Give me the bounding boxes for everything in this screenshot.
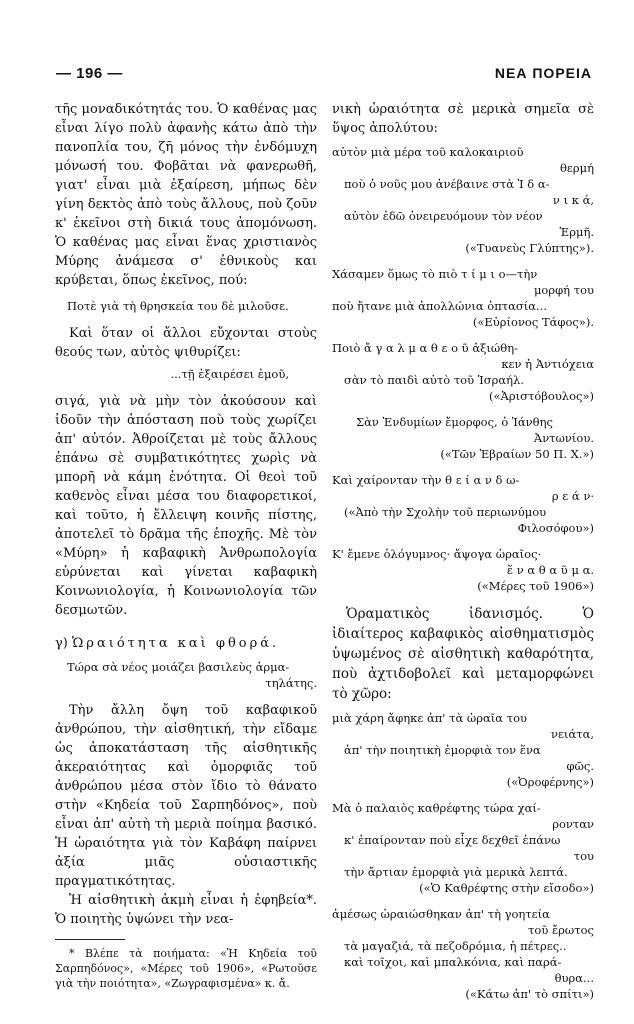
left-column <box>55 100 317 991</box>
verse-quote <box>332 414 594 462</box>
paragraph: Ἡ αἰσθητικὴ ἀκμὴ εἶναι ἡ ἐφηβεία*. Ὁ ποιητὴς ὑψώνει τὴν νεα- <box>55 893 317 927</box>
verse-quote <box>332 340 594 404</box>
verse-line: Μὰ ὁ παλαιὸς καθρέφτης τώρα χαί- <box>332 801 541 815</box>
verse-line: θερμή <box>559 161 594 175</box>
footnote: * Βλέπε τὰ ποιήματα: «Ἡ Κηδεία τοῦ Σαρπηδόνος», «Μέρες τοῦ 1906», «Ρωτοῦσε γιὰ τὴν ποιότητα», «Ζωγραφισμένα» κ. ἄ. <box>55 947 317 990</box>
verse-line: μιὰ χάρη ἄφηκε ἀπ' τὰ ὡραῖα του <box>332 711 527 725</box>
verse-line: Σὰν Ἐνδυμίων ἔμορφος, ὁ Ἰάνθης <box>356 415 553 429</box>
verse-line: τηλάτης. <box>265 676 317 690</box>
verse-line: Ποιὸ ἄ γ α λ μ α θ ε ο ῦ ἀξιώθη- <box>332 341 519 355</box>
verse-line: αὐτὸν ἐδῶ ὀνειρευόμουν τὸν νέον <box>344 209 543 223</box>
verse-line: («Ἀπὸ τὴν Σχολὴν τοῦ περιωνύμου <box>344 505 547 519</box>
verse-line: («Μέρες τοῦ 1906») <box>477 579 594 593</box>
verse-line: («Κάτω ἀπ' τὸ σπίτι») <box>465 987 594 1001</box>
verse-quote <box>332 710 594 790</box>
page-number: — 196 — <box>56 65 123 82</box>
verse-line: τὴν ἄρτιαν ἐμορφιὰ γιὰ μερικὰ λεπτά. <box>344 865 568 879</box>
section-heading <box>55 634 317 653</box>
verse-quote <box>332 906 594 1002</box>
verse-quote: Ποτὲ γιὰ τὴ θρησκεία του δὲ μιλοῦσε. <box>67 299 289 313</box>
verse-line: Κ' ἔμενε ὁλόγυμνος· ἄψογα ὡραῖος· <box>332 547 542 561</box>
verse-line: («Ἀριστόβουλος») <box>489 389 594 403</box>
verse-line: φῶς. <box>566 759 594 773</box>
paragraph: Τὴν ἄλλη ὄψη τοῦ καβαφικοῦ ἀνθρώπου, τὴν αἰσθητική, τὴν εἴδαμε ὡς ἀποκατάσταση τῆς αἰσθητικῆς ἀκεραιότητας καὶ ὁμορφιᾶς τοῦ ἀνθρώπου μέσα στὸν ἴδιο τὸ θάνατο στὴν «Κηδεία τοῦ Σαρπηδόνος», ποὺ εἶναι ἀπ' αὐτὴ τὴ μεριὰ ποίημα βασικό. Ἡ ὡραιότητα γιὰ τὸν Καβάφη παίρνει ἀξία μιᾶς οὐσιαστικῆς πραγματικότητας. <box>55 703 317 889</box>
paragraph: Καὶ ὅταν οἱ ἄλλοι εὔχονται στοὺς θεούς των, αὐτὸς ψιθυρίζει: <box>55 326 317 360</box>
verse-line: καὶ τοῖχοι, καὶ μπαλκόνια, καὶ παρά- <box>344 955 562 969</box>
verse-line: νειάτα, <box>550 727 594 741</box>
quote-group <box>332 144 594 594</box>
verse-quote <box>332 546 594 594</box>
verse-line: Καὶ χαίρονταν τὴν θ ε ί α ν δ ω- <box>332 473 520 487</box>
verse-line: θυρα... <box>554 971 594 985</box>
quote-group <box>332 710 594 1002</box>
verse-line: Ἀντωνίου. <box>533 431 594 445</box>
verse-line: σὰν τὸ παιδὶ αὐτὸ τοῦ Ἰσραήλ. <box>344 373 524 387</box>
verse-line: μορφή του <box>533 283 594 297</box>
paragraph: Ὁραματικὸς ἰδανισμός. Ὁ ἰδιαίτερος καβαφικὸς αἰσθηματισμὸς ὑψωμένος σὲ αἰσθητικὴ καθαρότητα, ποὺ ἀχτιδοβολεῖ καὶ μεταμορφώνει τὸ χῶρο: <box>332 606 594 702</box>
right-column <box>332 100 594 1012</box>
verse-line: ἕ ν α θ α ῦ μ α. <box>506 563 594 577</box>
verse-line: Χάσαμεν ὅμως τὸ πιὸ τ ί μ ι ο—τὴν <box>332 267 538 281</box>
section-label: γ) <box>55 636 68 651</box>
verse-line: Φιλοσόφου») <box>517 521 594 535</box>
verse-line: του <box>573 849 594 863</box>
verse-line: τοῦ ἔρωτος <box>528 923 594 937</box>
verse-quote <box>332 800 594 896</box>
verse-line: ποὺ ὁ νοῦς μου ἀνέβαινε στὰ Ἰ δ α- <box>344 177 550 191</box>
verse-line: ἀμέσως ὡραιώσθηκαν ἀπ' τὴ γοητεία <box>332 907 550 921</box>
verse-line: ποὺ ἤτανε μιὰ ἀπολλώνια ὀπτασία... <box>332 299 547 313</box>
verse-line: κ' ἐπαίρονταν ποὺ εἶχε δεχθεῖ ἐπάνω <box>344 833 561 847</box>
verse-line: («Ὀροφέρνης») <box>506 775 594 789</box>
verse-line: αὐτὸν μιὰ μέρα τοῦ καλοκαιριοῦ <box>332 145 524 159</box>
verse-line: («Ὁ Καθρέφτης στὴν εἴσοδο») <box>419 881 594 895</box>
verse-quote <box>55 659 317 691</box>
verse-quote: ...τῇ ἐξαιρέσει ἐμοῦ, <box>170 367 289 381</box>
verse-line: τὰ μαγαζιά, τὰ πεζοδρόμια, ἡ πέτρες.. <box>344 939 567 953</box>
verse-line: ἀπ' τὴν ποιητικὴ ἐμορφιὰ τον ἕνα <box>344 743 541 757</box>
verse-quote <box>332 472 594 536</box>
verse-line: ρ ε ά ν· <box>551 489 594 503</box>
verse-line: κεν ἡ Ἀντιόχεια <box>501 357 594 371</box>
paragraph: νικὴ ὡραιότητα σὲ μερικὰ σημεῖα σὲ ὕψος ἀπολύτου: <box>332 102 594 136</box>
verse-line: ν ι κ ά, <box>552 193 594 207</box>
section-title: Ὡραιότητα καὶ φθορά. <box>71 636 280 651</box>
paragraph: σιγά, γιὰ νὰ μὴν τὸν ἀκούσουν καὶ ἰδοῦν τὴν ἀπόσταση ποὺ τοὺς χωρίζει ἀπ' αὐτόν. Ἀθροίζεται μὲ τοὺς ἄλλους ἐπάνω σὲ συμβατικότητες χωρὶς νὰ μπορῆ νὰ κάμη ἑνότητα. Οἱ θεοὶ τοῦ καθενὸς εἶναι μέσα του διαφορετικοί, καὶ τοῦτο, ἡ ἔλλειψη κοινῆς πίστης, ἀποτελεῖ τὸ δρᾶμα τῆς ἐποχῆς. Μὲ τὸν «Μύρη» ἡ καβαφικὴ Ἀνθρωπολογία εὐρύνεται καὶ γίνεται καβαφικὴ Κοινωνιολογία, ἡ Κοινωνιολογία τῶν δεσμωτῶν. <box>55 394 317 618</box>
verse-line: («Τῶν Ἑβραίων 50 Π. Χ.») <box>440 447 594 461</box>
verse-line: Ἑρμῆ. <box>559 225 594 239</box>
running-head: ΝΕΑ ΠΟΡΕΙΑ <box>494 65 592 81</box>
verse-quote <box>332 144 594 256</box>
page-header <box>56 64 592 86</box>
verse-line: («Τυανεὺς Γλύπτης»). <box>465 241 594 255</box>
verse-quote <box>332 266 594 330</box>
verse-line: ρονταν <box>552 817 594 831</box>
footnote-divider <box>55 939 125 940</box>
verse-line: Τώρα σὰ νέος μοιάζει βασιλεὺς ἁρμα- <box>67 660 290 674</box>
verse-line: («Εὐρίονος Τάφος»). <box>472 315 594 329</box>
paragraph: τῆς μοναδικότητάς του. Ὁ καθένας μας εἶναι λίγο πολὺ ἀφανὴς κάτω ἀπὸ τὴν πανοπλία του, ζῆ μόνος τὴν ἐνδόμυχη μόνωσή του. Φοβᾶται νὰ φανερωθῆ, γιατ' εἶναι μιὰ ἐξαίρεση, μήπως δὲν γίνη δεκτὸς ἀπὸ τοὺς ἄλλους, ποὺ ζοῦν κ' ἐκεῖνοι στὴ δικιά τους ἀπομόνωση. Ὁ καθένας μας εἶναι ἕνας χριστιανὸς Μύρης ἀνάμεσα σ' ἐθνικοὺς και κρύβεται, ὅπως ἐκεῖνος, πού: <box>55 102 317 288</box>
